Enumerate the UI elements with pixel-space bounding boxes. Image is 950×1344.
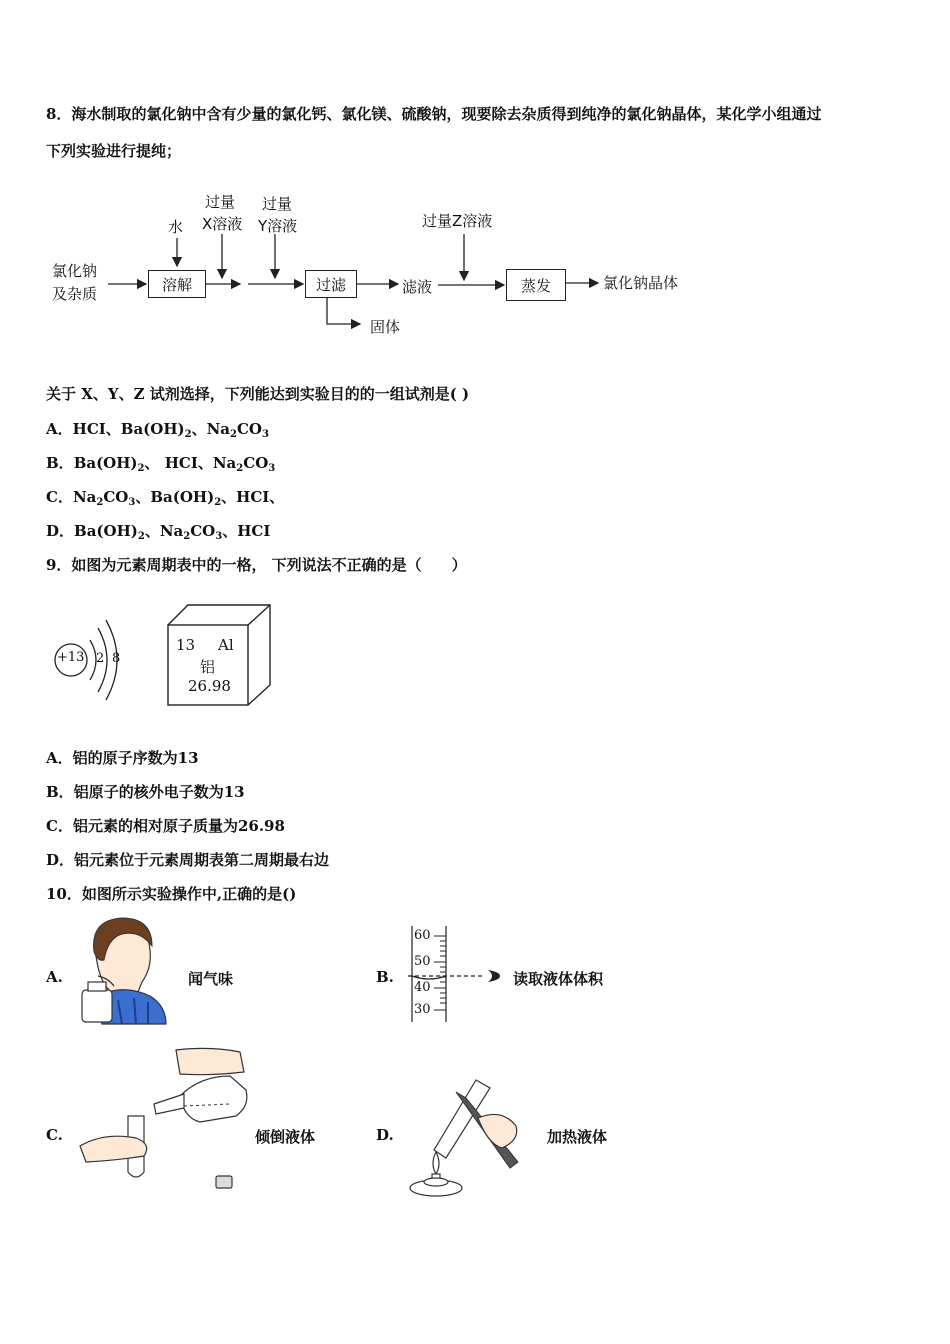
- nucleus-label: +13: [57, 650, 85, 665]
- cylinder-tick-60: 60: [414, 928, 431, 943]
- flow-product-label: 氯化钠晶体: [603, 274, 679, 292]
- flow-start-line1: 氯化钠: [52, 262, 98, 280]
- cylinder-tick-30: 30: [414, 1002, 431, 1017]
- q8-flow-diagram: [0, 0, 950, 360]
- flow-x-top: 过量: [205, 193, 236, 211]
- q10-option-b-text: 读取液体体积: [513, 970, 604, 988]
- flow-start-line2: 及杂质: [52, 285, 98, 303]
- cylinder-tick-50: 50: [414, 954, 431, 969]
- option-sub: 2: [236, 463, 244, 474]
- option-tag: C．: [46, 817, 73, 835]
- option-tag: A．: [46, 749, 73, 767]
- flow-dissolve-box: 溶解: [148, 270, 206, 298]
- option-sub: 3: [215, 531, 223, 542]
- atom-structure-diagram: [50, 610, 130, 705]
- option-part: Na: [72, 488, 97, 506]
- option-text: 铝元素位于元素周期表第二周期最右边: [74, 851, 330, 869]
- q10-option-c-tag: C.: [46, 1126, 63, 1144]
- option-text: 铝的原子序数为13: [72, 749, 199, 767]
- option-part: 、Na: [191, 420, 231, 438]
- q9-stem: 9．如图为元素周期表中的一格， 下列说法不正确的是（ ）: [46, 556, 467, 574]
- option-part: CO: [243, 454, 269, 472]
- option-sub: 3: [268, 463, 276, 474]
- option-tag: D．: [46, 522, 75, 540]
- q10-stem: 10．如图所示实验操作中,正确的是(): [46, 885, 297, 903]
- option-tag: B．: [46, 454, 74, 472]
- option-tag: B．: [46, 783, 74, 801]
- option-sub: 2: [96, 497, 104, 508]
- option-part: 、HCI、: [221, 488, 285, 506]
- option-tag: D．: [46, 851, 75, 869]
- option-part: CO: [103, 488, 129, 506]
- q9-option-c: [46, 815, 285, 836]
- q8-option-b: [46, 452, 275, 474]
- q8-stem-line2: 下列实验进行提纯；: [46, 142, 182, 160]
- option-part: Ba(OH): [74, 522, 138, 540]
- cell-mass: 26.98: [188, 677, 231, 695]
- cell-name: 铝: [200, 658, 216, 676]
- shell2-electrons: 8: [112, 651, 121, 666]
- q8-option-a: [46, 418, 269, 440]
- cell-symbol: Al: [218, 636, 234, 654]
- q8-option-d: [46, 520, 270, 542]
- q8-stem-line1: 8．海水制取的氯化钠中含有少量的氯化钙、氯化镁、硫酸钠，现要除去杂质得到纯净的氯化钠晶体，某化学小组通过: [46, 105, 822, 123]
- smelling-illustration: [78, 916, 168, 1026]
- option-part: 、HCI: [222, 522, 271, 540]
- option-part: CO: [190, 522, 216, 540]
- pouring-illustration: [80, 1046, 250, 1196]
- cylinder-tick-40: 40: [414, 980, 431, 995]
- flow-y-bottom: Y溶液: [258, 217, 298, 235]
- option-tag: C．: [46, 488, 73, 506]
- q10-option-c-text: 倾倒液体: [255, 1128, 316, 1146]
- flow-y-top: 过量: [262, 195, 293, 213]
- option-part: HCI、Ba(OH): [72, 420, 185, 438]
- option-text: 铝原子的核外电子数为13: [73, 783, 245, 801]
- flow-x-bottom: X溶液: [202, 215, 243, 233]
- flow-arrows: [0, 0, 950, 360]
- option-part: Ba(OH): [73, 454, 138, 472]
- q10-option-d-tag: D.: [376, 1126, 394, 1144]
- q10-option-a-text: 闻气味: [188, 970, 234, 988]
- option-part: 、Ba(OH): [135, 488, 215, 506]
- flow-filter-box: 过滤: [305, 270, 357, 298]
- q8-option-c: [46, 486, 284, 508]
- q9-option-b: [46, 781, 245, 802]
- flow-water-label: 水: [168, 218, 184, 236]
- option-sub: 2: [137, 463, 145, 474]
- option-sub: 3: [262, 429, 269, 440]
- option-sub: 2: [137, 531, 145, 542]
- flow-z-label: 过量Z溶液: [422, 212, 493, 230]
- flow-evaporate-box: 蒸发: [506, 269, 566, 301]
- option-sub: 2: [230, 429, 237, 440]
- q9-option-a: [46, 747, 199, 768]
- q10-option-b-tag: B.: [376, 968, 394, 986]
- q8-question: 关于 X、Y、Z 试剂选择，下列能达到实验目的的一组试剂是( ): [46, 385, 470, 403]
- option-tag: A．: [46, 420, 73, 438]
- heating-illustration: [406, 1078, 536, 1198]
- flow-filtrate-label: 滤液: [402, 278, 433, 296]
- option-part: 、Na: [144, 522, 184, 540]
- option-sub: 2: [183, 531, 191, 542]
- option-part: 、 HCI、Na: [144, 454, 237, 472]
- q10-option-d-text: 加热液体: [547, 1128, 608, 1146]
- option-part: CO: [236, 420, 262, 438]
- option-sub: 2: [184, 429, 192, 440]
- q10-option-a-tag: A.: [46, 968, 63, 986]
- option-sub: 3: [128, 497, 136, 508]
- flow-solid-label: 固体: [370, 318, 401, 336]
- shell1-electrons: 2: [96, 651, 105, 666]
- cell-atomic-number: 13: [176, 636, 196, 654]
- q9-option-d: [46, 849, 329, 870]
- periodic-cell: [166, 603, 274, 707]
- option-sub: 2: [214, 497, 222, 508]
- option-text: 铝元素的相对原子质量为26.98: [72, 817, 285, 835]
